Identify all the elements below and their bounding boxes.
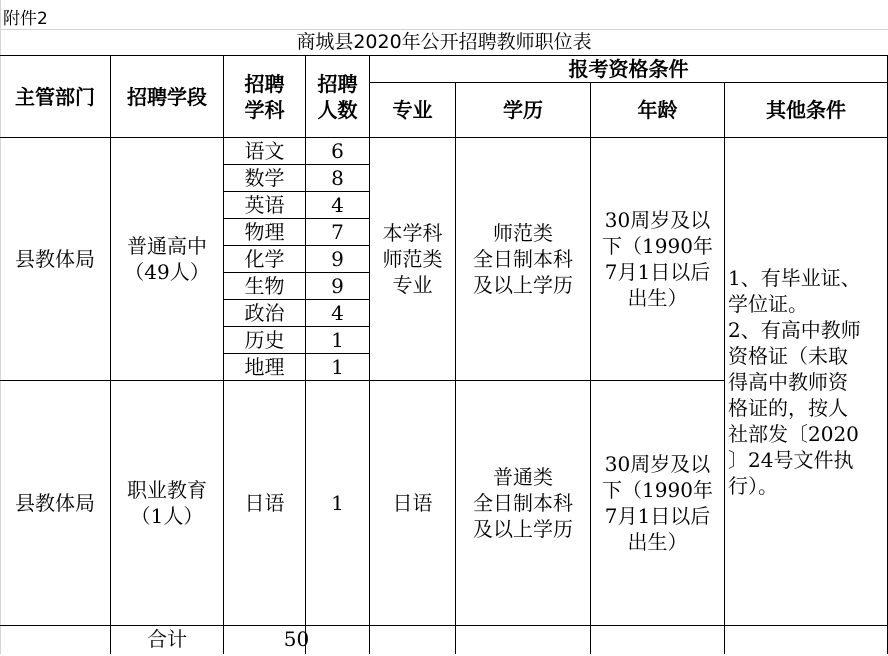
subject-cell: 语文 <box>244 139 285 163</box>
count-cell: 9 <box>331 274 344 298</box>
other-conditions: 1、有毕业证、 学位证。 2、有高中教师 资格证（未取 得高中教师资 格证的，按人 社部发〔2020 〕24号文件执 行）。 <box>728 265 861 498</box>
count-cell: 1 <box>331 355 344 379</box>
subject-cell: 地理 <box>244 355 285 379</box>
group2-major: 日语 <box>392 491 433 515</box>
subject-cell: 政治 <box>244 301 285 325</box>
group1-stage: 普通高中 （49人） <box>124 234 210 284</box>
attachment-label: 附件2 <box>3 9 48 29</box>
group2-count: 1 <box>331 491 344 515</box>
header-dept: 主管部门 <box>15 84 95 109</box>
count-cell: 4 <box>331 301 344 325</box>
group1-dept: 县教体局 <box>15 247 95 271</box>
header-subject: 招聘 学科 <box>244 71 285 122</box>
group2-education: 普通类 全日制本科 及以上学历 <box>473 465 573 541</box>
total-value: 50 <box>283 627 310 651</box>
count-cell: 4 <box>331 193 344 217</box>
table-title: 商城县2020年公开招聘教师职位表 <box>296 31 592 53</box>
subject-cell: 生物 <box>244 274 285 298</box>
group2-age: 30周岁及以 下（1990年 7月1日以后 出生） <box>602 452 713 554</box>
group2-stage: 职业教育 （1人） <box>127 478 207 528</box>
count-cell: 8 <box>331 166 344 190</box>
header-other: 其他条件 <box>766 98 846 122</box>
header-education: 学历 <box>503 98 543 122</box>
header-age: 年龄 <box>637 98 678 122</box>
subject-cell: 英语 <box>244 193 285 217</box>
count-cell: 6 <box>331 139 344 163</box>
header-stage: 招聘学段 <box>127 84 207 109</box>
header-qualification-group: 报考资格条件 <box>568 57 689 81</box>
count-cell: 7 <box>331 220 344 244</box>
count-cell: 9 <box>331 247 344 271</box>
subject-cell: 数学 <box>244 166 285 190</box>
group1-major: 本学科 师范类 专业 <box>382 221 443 297</box>
group2-dept: 县教体局 <box>15 491 95 515</box>
subject-cell: 物理 <box>244 220 285 244</box>
table-border <box>724 82 725 654</box>
count-cell: 1 <box>331 328 344 352</box>
subject-cell: 历史 <box>244 328 285 352</box>
group1-age: 30周岁及以 下（1990年 7月1日以后 出生） <box>602 208 713 310</box>
group2-subject: 日语 <box>244 491 285 515</box>
header-major: 专业 <box>392 98 433 122</box>
subject-cell: 化学 <box>244 247 285 271</box>
group1-education: 师范类 全日制本科 及以上学历 <box>473 221 573 297</box>
header-count: 招聘 人数 <box>317 71 358 122</box>
total-label: 合计 <box>147 627 187 651</box>
